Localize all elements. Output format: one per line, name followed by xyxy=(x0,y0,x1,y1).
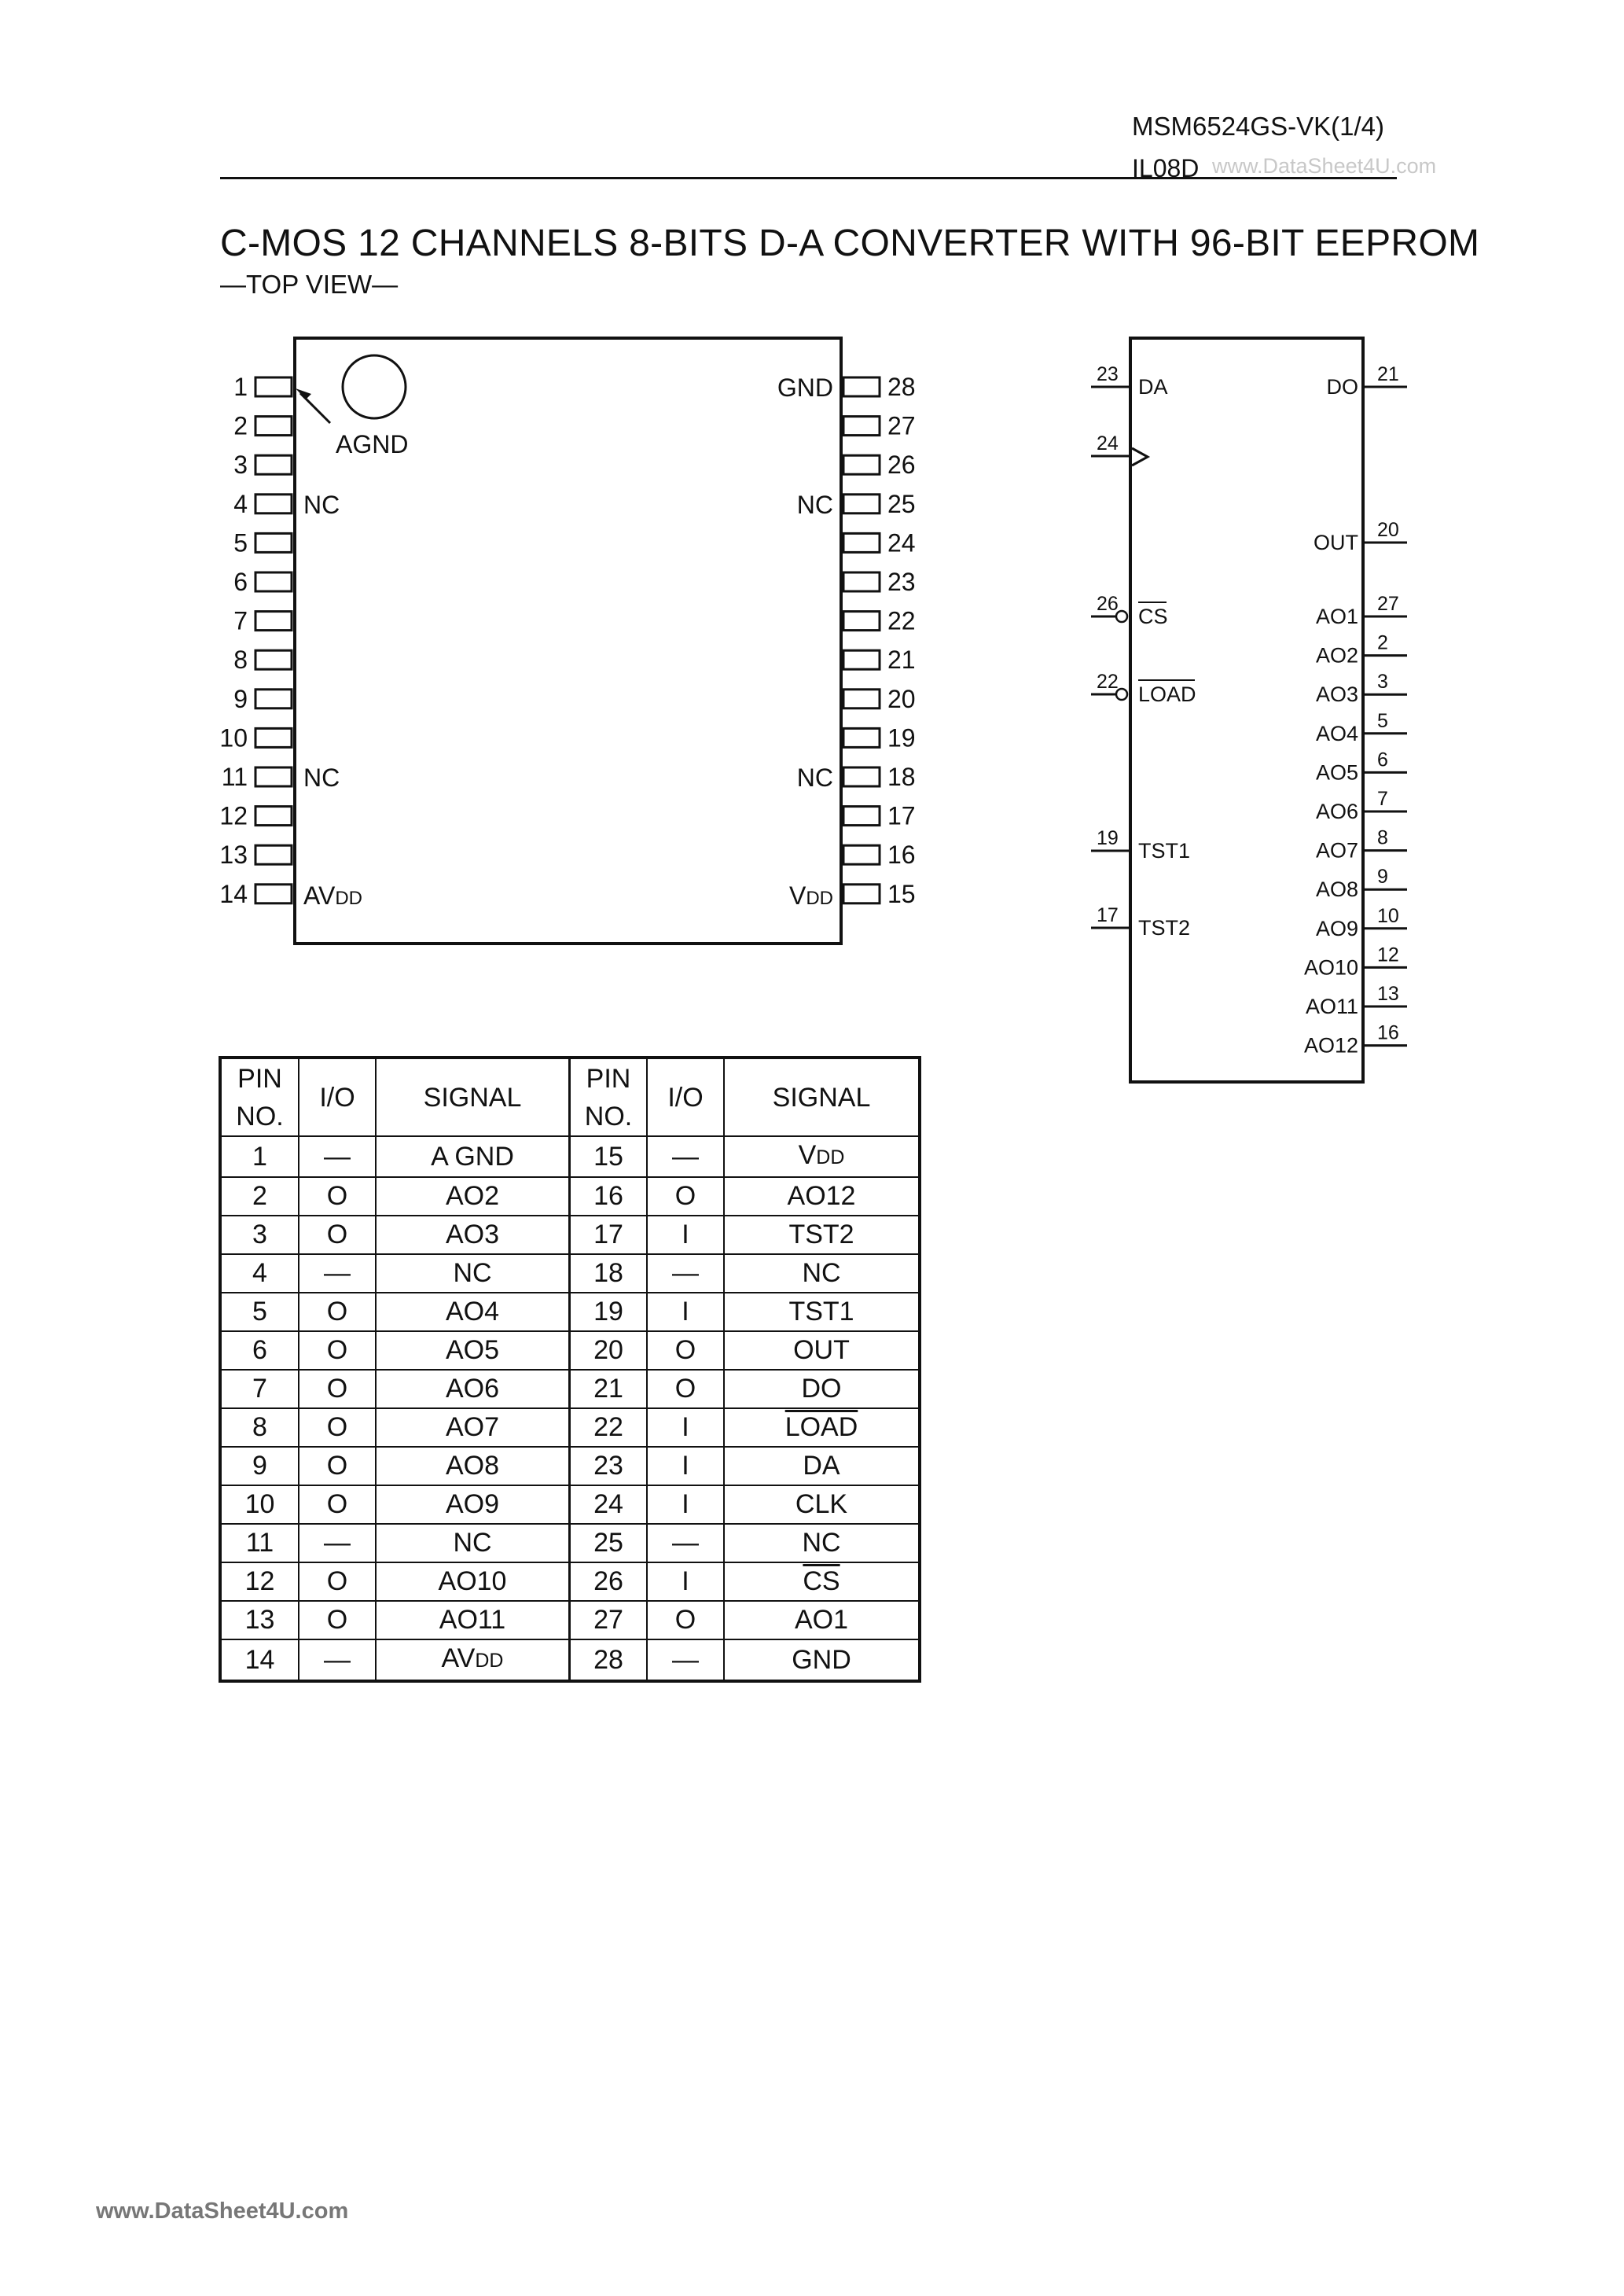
header-pin-line2: NO. xyxy=(236,1101,284,1131)
cell-signal: AO7 xyxy=(376,1408,570,1447)
pin-number-15: 15 xyxy=(887,879,916,908)
symbol-pin-number-20: 20 xyxy=(1377,519,1399,541)
symbol-label-ao12: AO12 xyxy=(1303,1033,1358,1058)
cell-signal: AO6 xyxy=(376,1370,570,1408)
cell-pin2: 22 xyxy=(570,1408,648,1447)
cell-signal2: OUT xyxy=(724,1331,920,1370)
symbol-label-ao3: AO3 xyxy=(1315,683,1358,707)
cell-signal2 xyxy=(724,1408,920,1447)
symbol-pin-number-2: 2 xyxy=(1377,631,1388,654)
cell-pin2: 28 xyxy=(570,1639,648,1681)
symbol-pin-number-24: 24 xyxy=(1097,432,1119,454)
cell-pin2: 26 xyxy=(570,1562,648,1601)
pin-number-27: 27 xyxy=(887,411,916,440)
header-signal-2: SIGNAL xyxy=(724,1058,920,1136)
cell-io: — xyxy=(299,1254,376,1293)
cell-pin: 2 xyxy=(220,1177,299,1216)
cell-signal2: TST2 xyxy=(724,1216,920,1254)
header-pin2-line2: NO. xyxy=(584,1101,633,1131)
pin-number-14: 14 xyxy=(219,879,248,908)
symbol-label-ao8: AO8 xyxy=(1315,878,1358,902)
cell-io: O xyxy=(299,1485,376,1524)
cell-io: O xyxy=(299,1331,376,1370)
symbol-label-ao1: AO1 xyxy=(1315,605,1358,628)
pin-number-1: 1 xyxy=(233,373,248,401)
clock-input-icon xyxy=(1132,448,1148,465)
symbol-label-ao9: AO9 xyxy=(1315,916,1358,940)
cell-pin: 3 xyxy=(220,1216,299,1254)
cell-io2: I xyxy=(647,1447,724,1485)
header-pin2-line1: PIN xyxy=(586,1063,631,1094)
cell-signal: NC xyxy=(376,1524,570,1562)
cell-pin: 7 xyxy=(220,1370,299,1408)
cell-pin: 6 xyxy=(220,1331,299,1370)
symbol-label-tst2: TST2 xyxy=(1138,916,1191,940)
table-row xyxy=(220,1447,920,1485)
symbol-pin-number-17: 17 xyxy=(1097,904,1119,926)
symbol-label-tst1: TST1 xyxy=(1138,839,1191,863)
symbol-label-do: DO xyxy=(1326,375,1358,399)
header-pin-no-2 xyxy=(570,1058,648,1136)
symbol-pin-number-16: 16 xyxy=(1377,1021,1399,1044)
pin-number-3: 3 xyxy=(233,451,248,480)
table-row xyxy=(220,1370,920,1408)
cell-pin2: 25 xyxy=(570,1524,648,1562)
header-watermark: www.DataSheet4U.com xyxy=(1212,154,1437,178)
table-row xyxy=(220,1639,920,1681)
page-title: C-MOS 12 CHANNELS 8-BITS D-A CONVERTER WITH 96-BIT EEPROM xyxy=(220,223,1480,264)
part-number: MSM6524GS-VK(1/4) xyxy=(1132,112,1384,141)
overlined-signal: LOAD xyxy=(784,1412,858,1442)
cell-pin: 10 xyxy=(220,1485,299,1524)
header-pin-line1: PIN xyxy=(237,1063,282,1094)
pin-number-25: 25 xyxy=(887,489,916,518)
cell-io2: O xyxy=(647,1370,724,1408)
cell-pin2: 21 xyxy=(570,1370,648,1408)
cell-signal2: DO xyxy=(724,1370,920,1408)
cell-signal2: NC xyxy=(724,1254,920,1293)
label-gnd: GND xyxy=(777,373,833,402)
symbol-pin-number-22: 22 xyxy=(1097,671,1119,693)
pin-number-7: 7 xyxy=(233,606,248,635)
label-avdd: AV xyxy=(303,881,336,910)
cell-signal: NC xyxy=(376,1254,570,1293)
cell-io2: — xyxy=(647,1639,724,1681)
symbol-label-ao11: AO11 xyxy=(1305,995,1358,1018)
cell-io: O xyxy=(299,1293,376,1331)
cell-signal: AO3 xyxy=(376,1216,570,1254)
cell-pin2: 17 xyxy=(570,1216,648,1254)
cell-io: O xyxy=(299,1216,376,1254)
pin-number-20: 20 xyxy=(887,684,916,713)
symbol-label-ao4: AO4 xyxy=(1315,721,1358,745)
table-row xyxy=(220,1254,920,1293)
cell-io2: I xyxy=(647,1216,724,1254)
symbol-pin-number-27: 27 xyxy=(1377,593,1399,615)
symbol-label-ao6: AO6 xyxy=(1315,800,1358,823)
symbol-label-load: LOAD xyxy=(1138,683,1196,706)
subscript-dd: DD xyxy=(816,1146,845,1168)
pin-number-13: 13 xyxy=(219,841,248,870)
pin-number-22: 22 xyxy=(887,606,916,635)
cell-signal: AO2 xyxy=(376,1177,570,1216)
pin-number-26: 26 xyxy=(887,451,916,480)
cell-io2: — xyxy=(647,1254,724,1293)
symbol-pin-number-10: 10 xyxy=(1377,904,1399,927)
logic-symbol-diagram xyxy=(0,0,1624,1101)
pin-number-2: 2 xyxy=(233,411,248,440)
label-nc-pin25: NC xyxy=(796,491,833,519)
cell-pin: 11 xyxy=(220,1524,299,1562)
table-row xyxy=(220,1524,920,1562)
header-pin-no xyxy=(220,1058,299,1136)
cell-pin2: 16 xyxy=(570,1177,648,1216)
cell-io2: I xyxy=(647,1485,724,1524)
pin-number-12: 12 xyxy=(219,801,248,830)
symbol-pin-number-6: 6 xyxy=(1377,749,1388,771)
cell-pin2: 23 xyxy=(570,1447,648,1485)
cell-signal: AO8 xyxy=(376,1447,570,1485)
pin-number-24: 24 xyxy=(887,528,916,557)
symbol-pin-number-3: 3 xyxy=(1377,671,1388,694)
cell-signal2: VDD xyxy=(724,1136,920,1177)
cell-signal2: CLK xyxy=(724,1485,920,1524)
cell-io: — xyxy=(299,1524,376,1562)
cell-pin: 13 xyxy=(220,1601,299,1639)
header-io: I/O xyxy=(299,1058,376,1136)
pin-number-8: 8 xyxy=(233,646,248,675)
cell-pin2: 20 xyxy=(570,1331,648,1370)
pin-description-table xyxy=(219,1056,921,1683)
header-signal: SIGNAL xyxy=(376,1058,570,1136)
pin-number-16: 16 xyxy=(887,841,916,870)
cell-signal2 xyxy=(724,1562,920,1601)
pin-number-11: 11 xyxy=(221,763,248,791)
label-avdd-subscript: DD xyxy=(335,888,362,909)
cell-io: — xyxy=(299,1136,376,1177)
cell-pin: 5 xyxy=(220,1293,299,1331)
cell-pin: 1 xyxy=(220,1136,299,1177)
cell-io: — xyxy=(299,1639,376,1681)
symbol-pin-number-5: 5 xyxy=(1377,709,1388,732)
cell-pin2: 24 xyxy=(570,1485,648,1524)
cell-pin2: 15 xyxy=(570,1136,648,1177)
cell-pin2: 27 xyxy=(570,1601,648,1639)
table-header-row xyxy=(220,1058,920,1136)
view-subtitle: —TOP VIEW— xyxy=(220,270,399,299)
cell-signal2: GND xyxy=(724,1639,920,1681)
table-row xyxy=(220,1136,920,1177)
cell-io2: O xyxy=(647,1177,724,1216)
table-row xyxy=(220,1293,920,1331)
symbol-label-ao2: AO2 xyxy=(1315,643,1358,668)
symbol-pin-number-26: 26 xyxy=(1097,593,1119,615)
symbol-pin-number-9: 9 xyxy=(1377,866,1388,889)
cell-io: O xyxy=(299,1562,376,1601)
pin-number-23: 23 xyxy=(887,568,916,596)
cell-io: O xyxy=(299,1601,376,1639)
label-vdd-subscript: DD xyxy=(806,888,833,909)
table-row xyxy=(220,1408,920,1447)
cell-signal: AO4 xyxy=(376,1293,570,1331)
pin-number-19: 19 xyxy=(887,723,916,752)
symbol-pin-number-23: 23 xyxy=(1097,363,1119,385)
symbol-pin-number-19: 19 xyxy=(1097,827,1119,849)
cell-pin: 12 xyxy=(220,1562,299,1601)
table-row xyxy=(220,1601,920,1639)
symbol-label-da: DA xyxy=(1138,375,1168,399)
pin-number-9: 9 xyxy=(233,684,248,713)
cell-io: O xyxy=(299,1370,376,1408)
cell-signal2: DA xyxy=(724,1447,920,1485)
pin-number-5: 5 xyxy=(233,528,248,557)
label-nc-pin4: NC xyxy=(303,491,340,519)
cell-pin: 4 xyxy=(220,1254,299,1293)
cell-io: O xyxy=(299,1447,376,1485)
symbol-label-out: OUT xyxy=(1314,531,1358,554)
subscript-dd: DD xyxy=(475,1650,504,1672)
header-io-2: I/O xyxy=(647,1058,724,1136)
cell-pin: 8 xyxy=(220,1408,299,1447)
cell-io: O xyxy=(299,1408,376,1447)
cell-signal: AVDD xyxy=(376,1639,570,1681)
symbol-left-pins xyxy=(1091,363,1196,940)
table-row xyxy=(220,1177,920,1216)
cell-pin2: 18 xyxy=(570,1254,648,1293)
table-row xyxy=(220,1485,920,1524)
pin-number-10: 10 xyxy=(219,723,248,752)
overlined-signal: $\overline{CS}$ xyxy=(803,1566,840,1596)
cell-io2: I xyxy=(647,1293,724,1331)
cell-signal2: NC xyxy=(724,1524,920,1562)
cell-io2: — xyxy=(647,1136,724,1177)
table-row xyxy=(220,1562,920,1601)
cell-signal2: TST1 xyxy=(724,1293,920,1331)
cell-io2: I xyxy=(647,1562,724,1601)
pin-number-18: 18 xyxy=(887,763,916,791)
symbol-pin-number-8: 8 xyxy=(1377,826,1388,849)
cell-signal: AO11 xyxy=(376,1601,570,1639)
cell-io2: O xyxy=(647,1331,724,1370)
pin-number-28: 28 xyxy=(887,373,916,401)
label-vdd: V xyxy=(788,881,806,910)
cell-io: O xyxy=(299,1177,376,1216)
symbol-pin-number-7: 7 xyxy=(1377,788,1388,810)
cell-io2: O xyxy=(647,1601,724,1639)
pin-number-17: 17 xyxy=(887,801,916,830)
cell-signal: AO10 xyxy=(376,1562,570,1601)
cell-signal2: AO12 xyxy=(724,1177,920,1216)
symbol-pin-number-12: 12 xyxy=(1377,944,1399,966)
cell-pin2: 19 xyxy=(570,1293,648,1331)
symbol-label-ao5: AO5 xyxy=(1315,760,1358,785)
cell-signal: AO5 xyxy=(376,1331,570,1370)
cell-io2: I xyxy=(647,1408,724,1447)
symbol-pin-number-21: 21 xyxy=(1377,363,1399,385)
table-row xyxy=(220,1216,920,1254)
label-nc-pin11: NC xyxy=(303,763,340,792)
symbol-label-cs: CS xyxy=(1138,605,1168,628)
pin-number-6: 6 xyxy=(233,568,248,596)
cell-pin: 9 xyxy=(220,1447,299,1485)
pin-number-4: 4 xyxy=(233,489,248,518)
footer-watermark: www.DataSheet4U.com xyxy=(96,2198,349,2224)
pin-number-21: 21 xyxy=(887,646,916,675)
symbol-pin-number-13: 13 xyxy=(1377,983,1399,1005)
cell-signal: A GND xyxy=(376,1136,570,1177)
table-row xyxy=(220,1331,920,1370)
label-nc-pin18: NC xyxy=(796,763,833,792)
cell-io2: — xyxy=(647,1524,724,1562)
symbol-label-ao7: AO7 xyxy=(1315,838,1358,863)
symbol-right-pins xyxy=(1304,363,1407,1058)
label-agnd: AGND xyxy=(336,430,409,458)
document-code: IL08D xyxy=(1132,154,1200,182)
symbol-label-ao10: AO10 xyxy=(1303,955,1358,980)
cell-pin: 14 xyxy=(220,1639,299,1681)
cell-signal2: AO1 xyxy=(724,1601,920,1639)
cell-signal: AO9 xyxy=(376,1485,570,1524)
